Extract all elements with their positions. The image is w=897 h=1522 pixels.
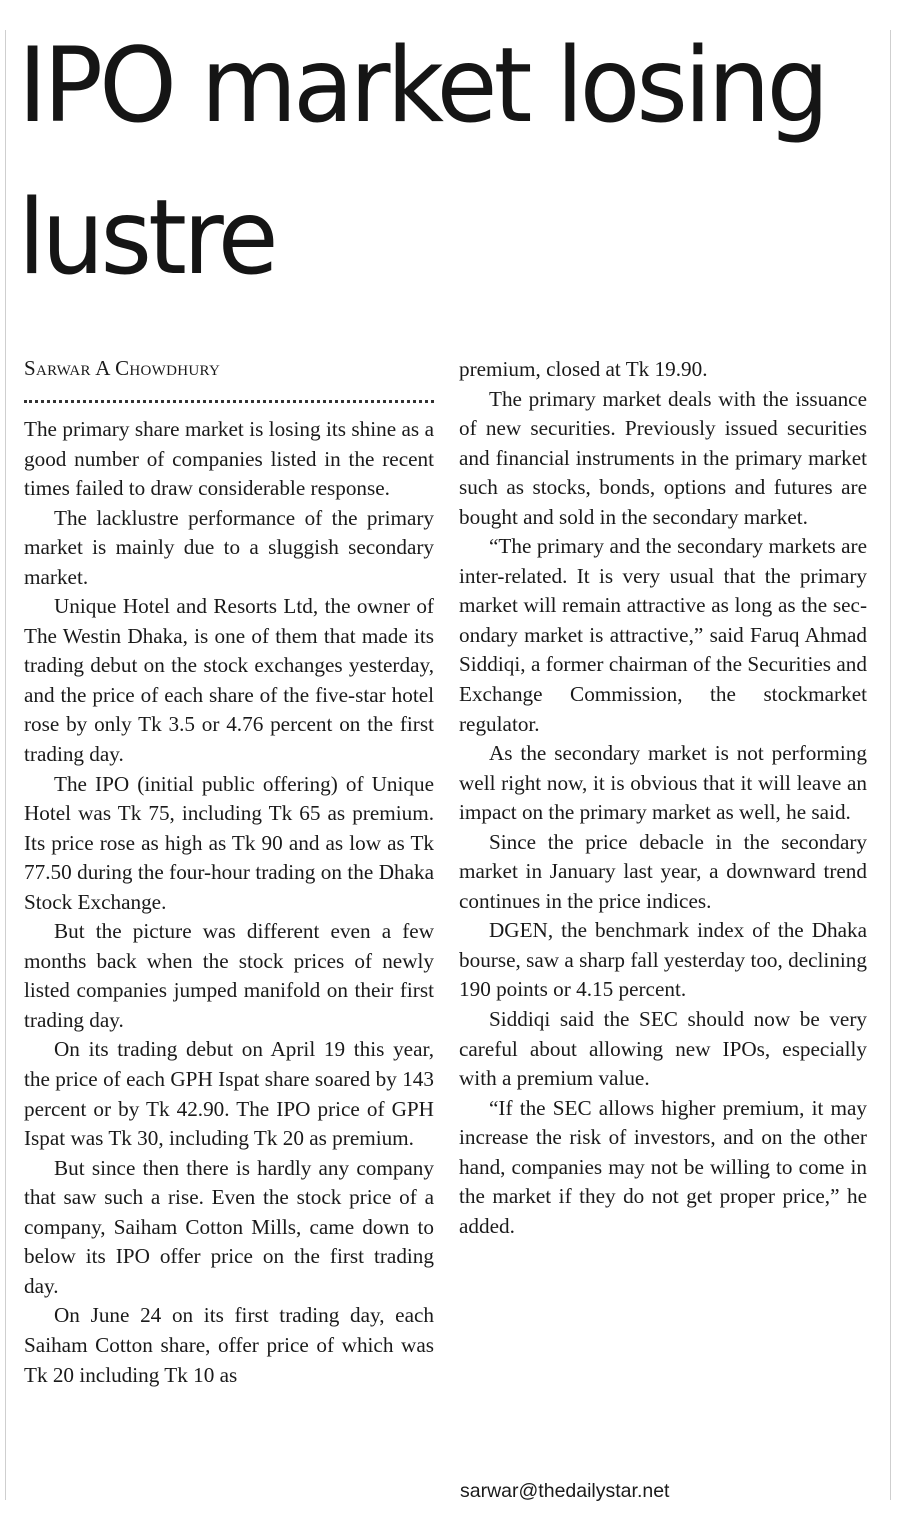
paragraph: On June 24 on its first trading day, each Saiham Cotton share, offer price of which was Tk 20 including Tk 10 as [24, 1303, 434, 1387]
paragraph: DGEN, the benchmark index of the Dhaka bourse, saw a sharp fall yesterday too, declining 190 points or 4.15 percent. [459, 918, 867, 1002]
paragraph: Since the price debacle in the secondary market in January last year, a downward trend continues in the price indices. [459, 829, 867, 913]
right-column [459, 355, 867, 1241]
paragraph: “If the SEC allows higher premium, it may increase the risk of investors, and on the other hand, companies may not be willing to come in the market if they do not get proper price,” he added. [459, 1095, 867, 1238]
paragraph: But since then there is hardly any company that saw such a rise. Even the stock price of a company, Saiham Cotton Mills, came down to below its IPO offer price on the first trading day. [24, 1155, 434, 1298]
paragraph: But the picture was different even a few months back when the stock prices of newly listed companies jumped manifold on their first trading day. [24, 919, 434, 1032]
paragraph: As the secondary market is not performing well right now, it is obvious that it will leave an impact on the primary market as well, he said. [459, 741, 867, 825]
paragraph: The lacklustre performance of the primary market is mainly due to a sluggish secondary market. [24, 505, 434, 589]
paragraph-continuation: premium, closed at Tk 19.90. [459, 357, 708, 381]
paragraph: On its trading debut on April 19 this year, the price of each GPH Ispat share soared by 143 percent or by Tk 42.90. The IPO price of GPH Ispat was Tk 30, including Tk 20 as premium. [24, 1037, 434, 1151]
byline-dotted-rule [24, 400, 434, 403]
paragraph: The primary share market is losing its shine as a good number of companies listed in the recent times failed to draw considerable response. [24, 417, 434, 501]
paragraph: “The primary and the secondary markets are inter-related. It is very usual that the primary market will remain attractive as long as the secondary market is attractive,” said Faruq Ahmad Siddiqi, a former chairman of the Securities and Exchange Commission, the stockmarket regulator. [459, 534, 867, 736]
paragraph: The IPO (initial public offering) of Unique Hotel was Tk 75, including Tk 65 as premium. Its price rose as high as Tk 90 and as low as Tk 77.50 during the four-hour trading on the Dhaka Stock Exchange. [24, 771, 434, 914]
paragraph: Unique Hotel and Resorts Ltd, the owner of The Westin Dhaka, is one of them that made its trading debut on the stock exchanges yesterday, and the price of each share of the five-star hotel rose by only Tk 3.5 or 4.76 percent on the first trading day. [24, 594, 434, 767]
left-border-line [5, 30, 6, 1500]
paragraph: Siddiqi said the SEC should now be very careful about allowing new IPOs, especially with a premium value. [459, 1007, 867, 1091]
headline: IPO market losing lustre [18, 26, 826, 298]
right-border-line [890, 30, 891, 1500]
left-column [24, 415, 434, 1390]
paragraph: The primary market deals with the issuance of new securities. Previously issued securities and financial instruments in the primary market such as stocks, bonds, options and futures are bought and sold in the secondary market. [459, 386, 867, 529]
author-email: sarwar@thedailystar.net [460, 1480, 670, 1502]
byline: Sarwar A Chowdhury [24, 356, 221, 380]
